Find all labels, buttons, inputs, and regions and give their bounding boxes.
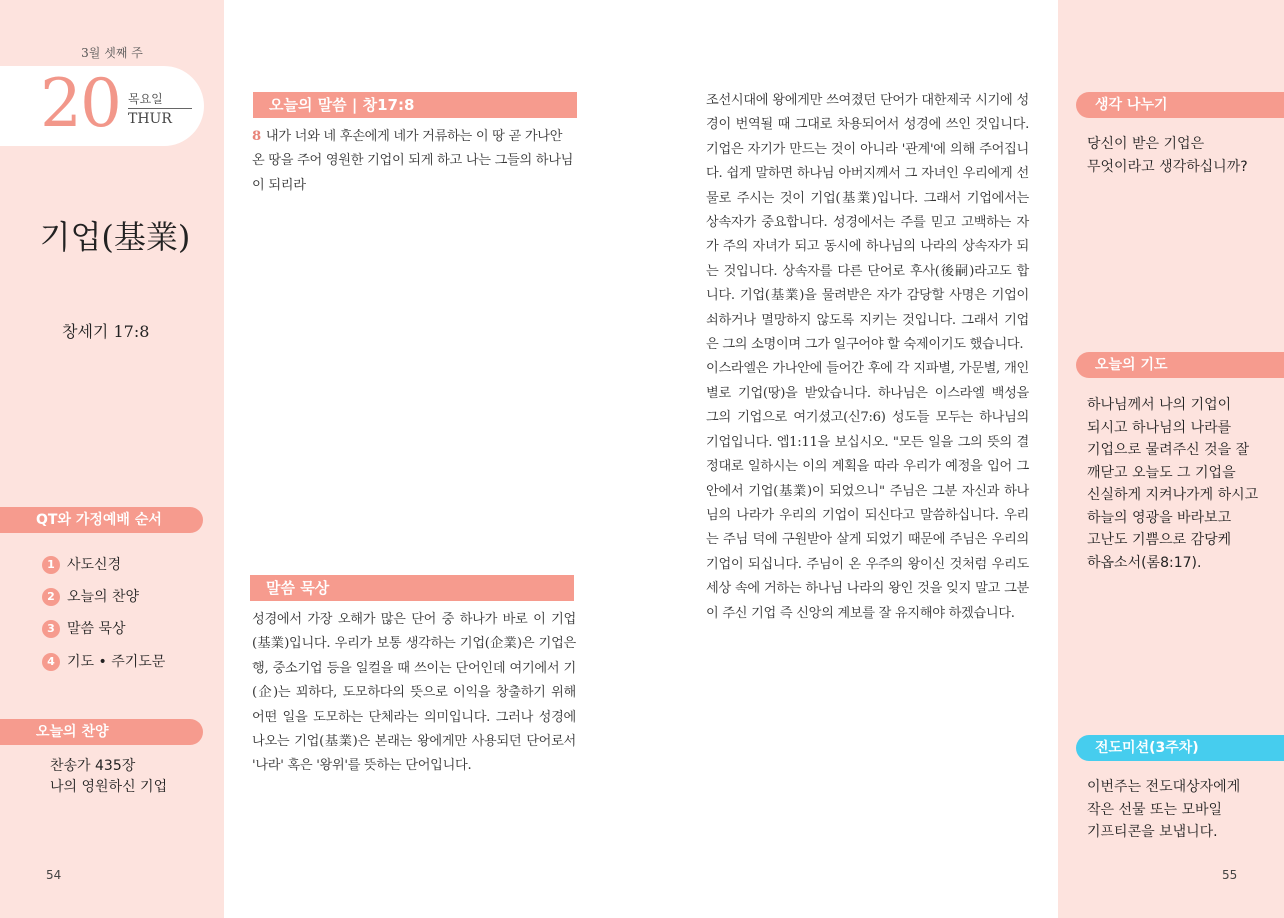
- page-title: 기업(基業): [39, 218, 191, 256]
- todays-word-heading: 오늘의 말씀 | 창17:8: [253, 92, 577, 118]
- mission-text: 이번주는 전도대상자에게 작은 선물 또는 모바일 기프티콘을 보냅니다.: [1087, 779, 1241, 840]
- step-number-badge: 1: [42, 556, 60, 574]
- meditation-paragraph: 성경에서 가장 오해가 많은 단어 중 하나가 바로 이 기업(基業)입니다. 우리가 보통 생각하는 기업(企業)은 기업은행, 중소기업 등을 일컬을 때 쓰이는 단어인데 여기에서 기(企)는 꾀하다, 도모하다의 뜻으로 이익을 창출하기 위해 어떤 일을 도모하는 단체라는 의미입니다. 그러나 성경에 나오는 기업(基業)은 본래는 왕에게만 사용되던 단어로서 '나라' 혹은 '왕위'를 뜻하는 단어입니다.: [252, 612, 576, 774]
- date-divider: [128, 108, 192, 109]
- step-label: 기도 • 주기도문: [67, 654, 166, 670]
- hymn-title: 나의 영원하신 기업: [50, 779, 168, 795]
- paragraph: 이스라엘은 가나안에 들어간 후에 각 지파별, 가문별, 개인별로 기업(땅)을 받았습니다. 하나님은 이스라엘 백성을 그의 기업으로 여기셨고(신7:6) 성도들 모두는 하나님의 기업입니다. 엡1:11을 보십시오. "모든 일을 그의 뜻의 결정대로 일하시는 이의 계획을 따라 우리가 예정을 입어 그 안에서 기업(基業)이 되었으니" 주님은 그분 자신과 하나님의 나라가 우리의 기업이 되신다고 말씀하십니다. 우리는 주님 덕에 구원받아 살게 되었기 때문에 주님은 우리의 기업이 되십니다. 주님이 온 우주의 왕이신 것처럼 우리도 세상 속에 거하는 하나님 나라의 왕인 것을 잊지 말고 그분이 주신 기업 즉 신앙의 계보를 잘 유지해야 하겠습니다.: [706, 361, 1029, 621]
- step-number-badge: 3: [42, 620, 60, 638]
- page-number-left: 54: [46, 868, 62, 882]
- sharing-heading: 생각 나누기: [1076, 92, 1284, 118]
- date-day-english: THUR: [128, 111, 172, 127]
- week-label: 3월 셋째 주: [81, 46, 143, 60]
- step-label: 사도신경: [67, 557, 122, 573]
- step-number-badge: 4: [42, 653, 60, 671]
- qt-order-item: [42, 586, 139, 608]
- step-label: 오늘의 찬양: [67, 589, 140, 605]
- page-number-right: 55: [1222, 868, 1238, 882]
- scripture-reference: 창세기 17:8: [62, 322, 150, 341]
- step-number-badge: 2: [42, 588, 60, 606]
- qt-order-item: [42, 651, 165, 673]
- hymn-heading: 오늘의 찬양: [0, 719, 203, 745]
- date-day-korean: 목요일: [128, 92, 163, 106]
- hymn-number: 찬송가 435장: [50, 758, 136, 774]
- meditation-continued: [706, 89, 1029, 626]
- date-number: 20: [40, 65, 120, 142]
- meditation-heading: 말씀 묵상: [250, 575, 574, 601]
- prayer-heading: 오늘의 기도: [1076, 352, 1284, 378]
- verse-block: [252, 125, 578, 198]
- sharing-question: 당신이 받은 기업은 무엇이라고 생각하십니까?: [1087, 136, 1248, 175]
- verse-text: 내가 너와 네 후손에게 네가 거류하는 이 땅 곧 가나안 온 땅을 주어 영원한 기업이 되게 하고 나는 그들의 하나님이 되리라: [252, 129, 574, 193]
- verse-number: 8: [252, 129, 261, 144]
- qt-order-heading: QT와 가정예배 순서: [0, 507, 203, 533]
- step-label: 말씀 묵상: [67, 621, 126, 637]
- qt-order-item: [42, 554, 121, 576]
- prayer-text: 하나님께서 나의 기업이 되시고 하나님의 나라를 기업으로 물려주신 것을 잘 깨닫고 오늘도 그 기업을 신실하게 지켜나가게 하시고 하늘의 영광을 바라보고 고난도 기쁨으로 감당케 하옵소서(롬8:17).: [1087, 397, 1259, 571]
- paragraph: 조선시대에 왕에게만 쓰여졌던 단어가 대한제국 시기에 성경이 번역될 때 그대로 차용되어서 성경에 쓰인 것입니다. 기업은 자기가 만드는 것이 아니라 '관계'에 의해 주어집니다. 쉽게 말하면 하나님 아버지께서 그 자녀인 우리에게 선물로 주시는 것이 기업(基業)입니다. 그래서 기업에서는 상속자가 중요합니다. 성경에서는 주를 믿고 고백하는 자가 주의 자녀가 되고 동시에 하나님의 나라의 상속자가 되는 것입니다. 상속자를 다른 단어로 후사(後嗣)라고도 합니다. 기업(基業)을 물려받은 자가 감당할 사명은 기업이 쇠하거나 멸망하지 않도록 지키는 것입니다. 그래서 기업은 그의 소명이며 그가 일구어야 할 숙제이기도 했습니다.: [706, 93, 1029, 353]
- qt-order-item: [42, 618, 126, 640]
- mission-heading: 전도미션(3주차): [1076, 735, 1284, 761]
